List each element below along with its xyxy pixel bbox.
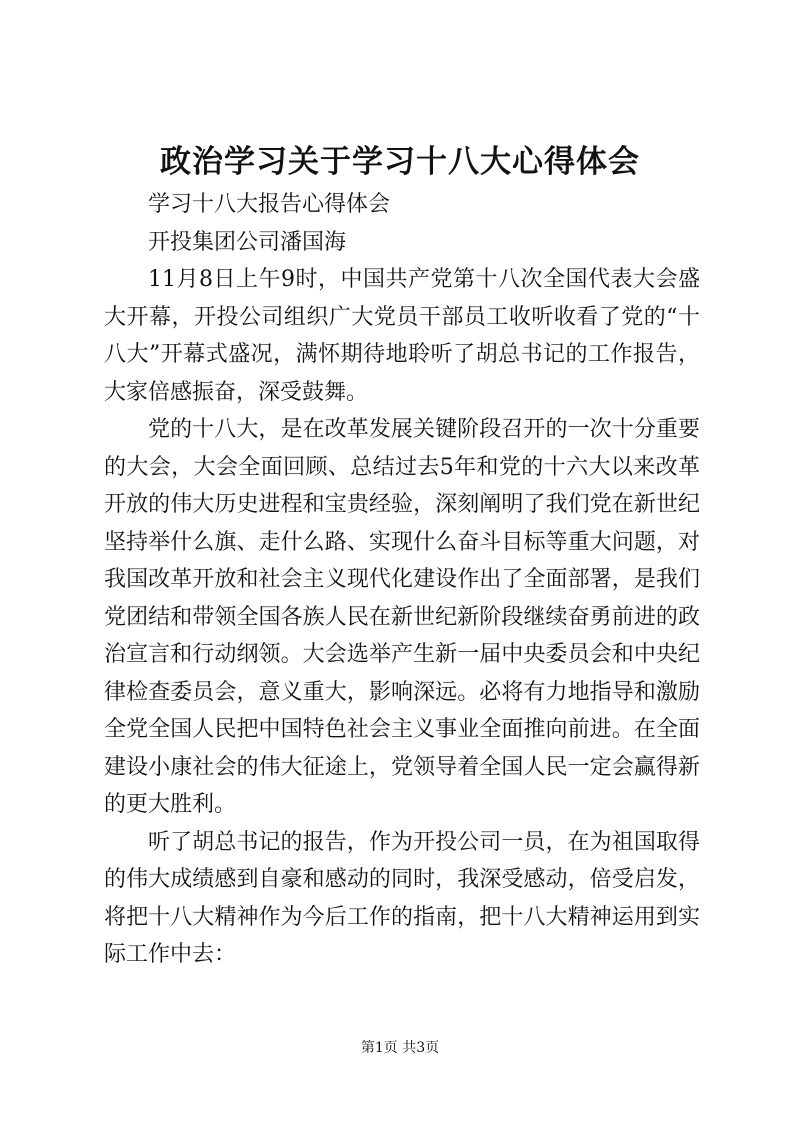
paragraph-2: 党的十八大，是在改革发展关键阶段召开的一次十分重要的大会，大会全面回顾、总结过去5年和党的十六大以来改革开放的伟大历史进程和宝贵经验，深刻阐明了我们党在新世纪坚持举什么旗、走什么路、实现什么奋斗目标等重大问题，对我国改革开放和社会主义现代化建设作出了全面部署，是我们党团结和带领全国各族人民在新世纪新阶段继续奋勇前进的政治宣言和行动纲领。大会选举产生新一届中央委员会和中央纪律检查委员会，意义重大，影响深远。必将有力地指导和激励全党全国人民把中国特色社会主义事业全面推向前进。在全面建设小康社会的伟大征途上，党领导着全国人民一定会赢得新的更大胜利。 bbox=[104, 417, 700, 817]
document-title: 政治学习关于学习十八大心得体会 bbox=[160, 144, 640, 180]
document-body bbox=[104, 186, 700, 974]
author-line: 开投集团公司潘国海 bbox=[148, 229, 347, 255]
page-footer bbox=[0, 1038, 800, 1058]
subtitle-line: 学习十八大报告心得体会 bbox=[148, 192, 391, 217]
paragraph-1: 11月8日上午9时，中国共产党第十八次全国代表大会盛大开幕，开投公司组织广大党员干部员工收听收看了党的“十八大”开幕式盛况，满怀期待地聆听了胡总书记的工作报告，大家倍感振奋，深受鼓舞。 bbox=[104, 267, 700, 405]
paragraph-3: 听了胡总书记的报告，作为开投公司一员，在为祖国取得的伟大成绩感到自豪和感动的同时，我深受感动，倍受启发，将把十八大精神作为今后工作的指南，把十八大精神运用到实际工作中去： bbox=[104, 829, 700, 967]
page-number: 第1页 共3页 bbox=[360, 1040, 440, 1056]
